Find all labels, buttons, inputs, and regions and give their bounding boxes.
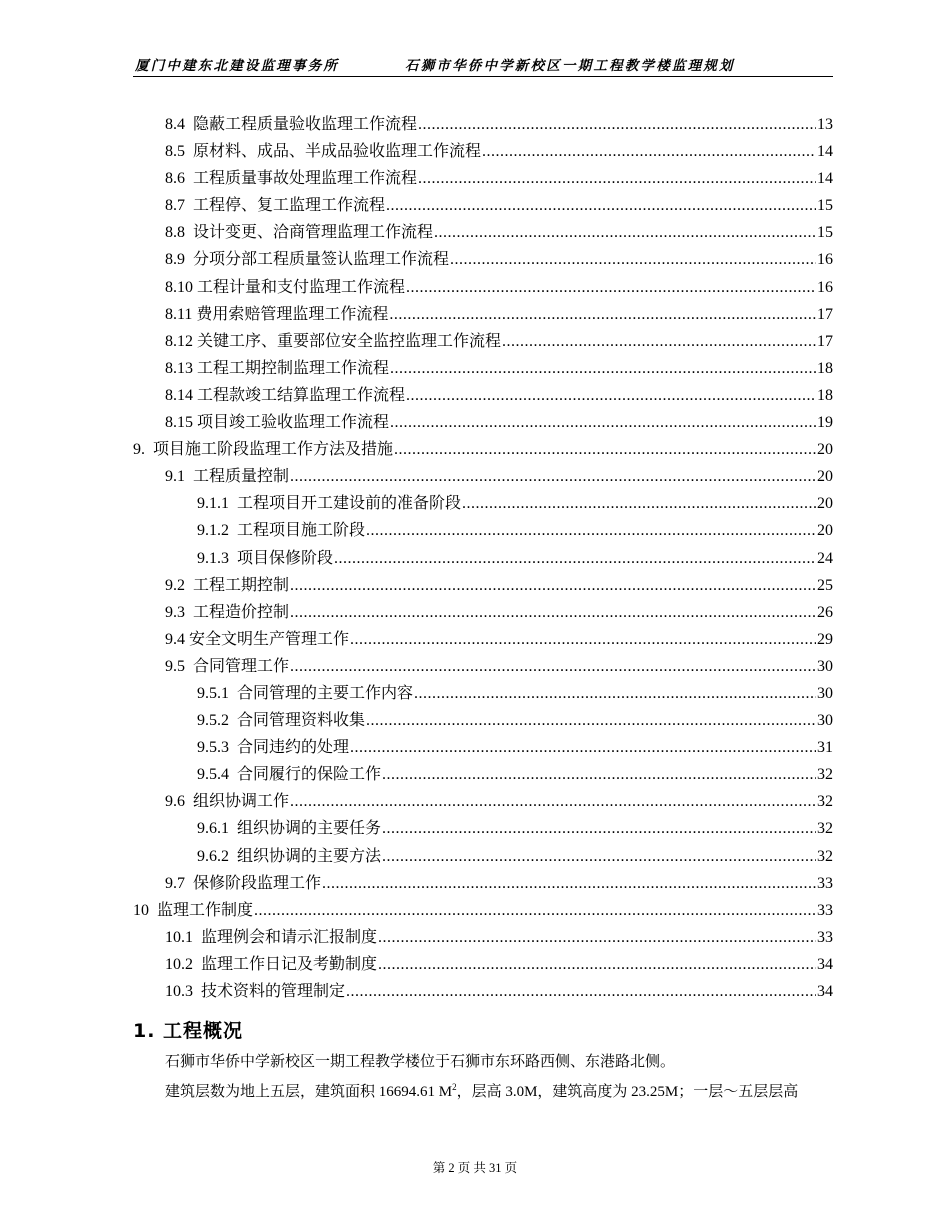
- toc-entry-label: 9.7 保修阶段监理工作: [165, 874, 322, 892]
- toc-leader-dots: [382, 846, 816, 867]
- toc-entry[interactable]: [0, 791, 833, 818]
- toc-entry-label: 8.14 工程款竣工结算监理工作流程: [165, 386, 406, 404]
- toc-entry[interactable]: [0, 249, 833, 276]
- toc-entry[interactable]: [0, 954, 833, 981]
- toc-entry-label: 8.12 关键工序、重要部位安全监控监理工作流程: [165, 332, 502, 350]
- toc-entry[interactable]: [0, 818, 833, 845]
- toc-entry-label: 8.4 隐蔽工程质量验收监理工作流程: [165, 116, 418, 133]
- toc-entry-page: 13: [817, 116, 833, 133]
- toc-entry-label: 8.7 工程停、复工监理工作流程: [165, 197, 386, 215]
- toc-entry-page: 30: [817, 684, 833, 702]
- toc-leader-dots: [406, 385, 816, 406]
- toc-entry[interactable]: [0, 629, 833, 656]
- toc-entry[interactable]: [0, 927, 833, 954]
- toc-entry-label: 8.10 工程计量和支付监理工作流程: [165, 278, 406, 296]
- toc-entry-page: 20: [817, 522, 833, 540]
- toc-entry-label: 10.2 监理工作日记及考勤制度: [165, 955, 378, 973]
- toc-entry-page: 20: [817, 495, 833, 513]
- toc-entry-page: 34: [817, 955, 833, 973]
- toc-entry-label: 9.6.2 组织协调的主要方法: [197, 847, 382, 865]
- toc-entry-page: 26: [817, 603, 833, 621]
- toc-leader-dots: [389, 304, 816, 325]
- toc-entry[interactable]: [0, 277, 833, 304]
- toc-entry[interactable]: [0, 141, 833, 168]
- toc-entry-page: 19: [817, 414, 833, 432]
- toc-leader-dots: [290, 575, 816, 596]
- toc-entry-page: 32: [817, 766, 833, 784]
- toc-leader-dots: [418, 114, 816, 135]
- header-document-title: 石狮市华侨中学新校区一期工程教学楼监理规划: [405, 58, 735, 73]
- toc-entry-label: 10.1 监理例会和请示汇报制度: [165, 928, 378, 946]
- header-company: 厦门中建东北建设监理事务所: [135, 58, 340, 73]
- toc-entry-label: 9.1.3 项目保修阶段: [197, 549, 334, 567]
- toc-entry-page: 20: [817, 468, 833, 486]
- toc-leader-dots: [290, 602, 816, 623]
- toc-entry-page: 30: [817, 712, 833, 730]
- toc-entry[interactable]: [0, 873, 833, 900]
- toc-entry-page: 33: [817, 928, 833, 946]
- toc-leader-dots: [350, 629, 816, 650]
- toc-entry-label: 10 监理工作制度: [133, 901, 254, 919]
- toc-entry-page: 20: [817, 441, 833, 459]
- toc-leader-dots: [382, 764, 816, 785]
- toc-leader-dots: [346, 981, 816, 1002]
- toc-entry[interactable]: [0, 575, 833, 602]
- toc-leader-dots: [390, 358, 816, 379]
- toc-entry[interactable]: [0, 981, 833, 1008]
- toc-leader-dots: [382, 818, 816, 839]
- toc-entry[interactable]: [0, 331, 833, 358]
- toc-entry-page: 33: [817, 874, 833, 892]
- toc-entry-page: 30: [817, 657, 833, 675]
- body-text: 建筑层数为地上五层，建筑面积 16694.61 M: [165, 1084, 453, 1100]
- toc-leader-dots: [406, 277, 816, 298]
- toc-leader-dots: [254, 900, 816, 921]
- toc-entry-page: 24: [817, 549, 833, 567]
- toc-leader-dots: [290, 656, 816, 677]
- toc-entry[interactable]: [0, 114, 833, 141]
- toc-entry-label: 9.6.1 组织协调的主要任务: [197, 820, 382, 838]
- toc-entry[interactable]: [0, 358, 833, 385]
- toc-entry-label: 9.5 合同管理工作: [165, 657, 290, 675]
- toc-entry[interactable]: [0, 710, 833, 737]
- toc-entry[interactable]: [0, 900, 833, 927]
- toc-entry[interactable]: [0, 683, 833, 710]
- toc-entry-label: 9. 项目施工阶段监理工作方法及措施: [133, 441, 394, 459]
- toc-entry-label: 8.6 工程质量事故处理监理工作流程: [165, 170, 418, 188]
- toc-entry-label: 9.5.2 合同管理资料收集: [197, 712, 366, 730]
- toc-entry-page: 31: [817, 739, 833, 757]
- toc-leader-dots: [350, 737, 816, 758]
- toc-entry-page: 16: [817, 278, 833, 296]
- toc-entry-label: 8.8 设计变更、洽商管理监理工作流程: [165, 224, 434, 242]
- toc-leader-dots: [502, 331, 816, 352]
- toc-leader-dots: [482, 141, 816, 162]
- toc-entry-page: 17: [817, 332, 833, 350]
- toc-entry-page: 17: [817, 305, 833, 323]
- toc-entry-label: 9.1.1 工程项目开工建设前的准备阶段: [197, 495, 462, 513]
- toc-leader-dots: [450, 249, 816, 270]
- toc-entry-label: 8.5 原材料、成品、半成品验收监理工作流程: [165, 143, 482, 161]
- toc-entry[interactable]: [0, 602, 833, 629]
- toc-entry-page: 15: [817, 197, 833, 215]
- toc-entry-label: 9.1.2 工程项目施工阶段: [197, 522, 366, 540]
- toc-entry-page: 29: [817, 630, 833, 648]
- table-of-contents: [0, 114, 950, 1008]
- toc-leader-dots: [386, 195, 816, 216]
- toc-entry-page: 18: [817, 386, 833, 404]
- toc-entry-label: 8.15 项目竣工验收监理工作流程: [165, 414, 390, 432]
- toc-entry-page: 14: [817, 143, 833, 161]
- toc-entry[interactable]: [0, 385, 833, 412]
- toc-entry-label: 9.3 工程造价控制: [165, 603, 290, 621]
- toc-entry[interactable]: [0, 195, 833, 222]
- toc-entry-label: 10.3 技术资料的管理制定: [165, 983, 346, 1000]
- toc-leader-dots: [394, 439, 816, 460]
- toc-entry[interactable]: [0, 493, 833, 520]
- toc-entry-page: 15: [817, 224, 833, 242]
- toc-leader-dots: [414, 683, 816, 704]
- toc-leader-dots: [378, 954, 816, 975]
- page-footer: 第 2 页 共 31 页: [432, 1161, 518, 1175]
- toc-leader-dots: [434, 222, 816, 243]
- toc-leader-dots: [366, 520, 816, 541]
- toc-entry-page: 18: [817, 359, 833, 377]
- toc-entry-label: 9.4 安全文明生产管理工作: [165, 630, 350, 648]
- toc-entry[interactable]: [0, 222, 833, 249]
- toc-leader-dots: [290, 791, 816, 812]
- toc-entry-label: 9.1 工程质量控制: [165, 468, 290, 486]
- toc-entry-page: 14: [817, 170, 833, 188]
- toc-entry-page: 33: [817, 901, 833, 919]
- toc-entry[interactable]: [0, 548, 833, 575]
- toc-entry[interactable]: [0, 466, 833, 493]
- toc-entry-label: 9.2 工程工期控制: [165, 576, 290, 594]
- toc-entry-page: 34: [817, 983, 833, 1000]
- toc-entry-label: 9.5.1 合同管理的主要工作内容: [197, 684, 414, 702]
- toc-entry[interactable]: [0, 304, 833, 331]
- body-paragraph: 石狮市华侨中学新校区一期工程教学楼位于石狮市东环路西侧、东港路北侧。: [165, 1054, 676, 1070]
- toc-entry-label: 9.6 组织协调工作: [165, 793, 290, 811]
- toc-leader-dots: [334, 548, 816, 569]
- toc-entry[interactable]: [0, 656, 833, 683]
- toc-entry-label: 9.5.4 合同履行的保险工作: [197, 766, 382, 784]
- toc-entry-page: 32: [817, 820, 833, 838]
- toc-leader-dots: [290, 466, 816, 487]
- toc-entry[interactable]: [0, 520, 833, 547]
- toc-leader-dots: [390, 412, 816, 433]
- toc-entry-page: 32: [817, 793, 833, 811]
- body-paragraph: [165, 1080, 798, 1101]
- toc-entry[interactable]: [0, 168, 833, 195]
- body-text: ，层高 3.0M，建筑高度为 23.25M；一层～五层层高: [456, 1084, 799, 1100]
- page-header: [133, 52, 833, 77]
- toc-entry-label: 8.13 工程工期控制监理工作流程: [165, 359, 390, 377]
- section-heading: 1. 工程概况: [133, 1020, 244, 1042]
- toc-entry-page: 25: [817, 576, 833, 594]
- toc-entry-label: 8.9 分项分部工程质量签认监理工作流程: [165, 251, 450, 269]
- toc-leader-dots: [418, 168, 816, 189]
- toc-leader-dots: [366, 710, 816, 731]
- toc-entry[interactable]: [0, 439, 833, 466]
- superscript: 2: [452, 1082, 457, 1092]
- toc-entry[interactable]: [0, 737, 833, 764]
- toc-entry[interactable]: [0, 412, 833, 439]
- toc-entry-label: 9.5.3 合同违约的处理: [197, 739, 350, 757]
- toc-leader-dots: [462, 493, 816, 514]
- toc-entry-page: 16: [817, 251, 833, 269]
- toc-leader-dots: [378, 927, 816, 948]
- toc-entry[interactable]: [0, 764, 833, 791]
- toc-entry[interactable]: [0, 846, 833, 873]
- toc-leader-dots: [322, 873, 816, 894]
- toc-entry-page: 32: [817, 847, 833, 865]
- toc-entry-label: 8.11 费用索赔管理监理工作流程: [165, 305, 389, 323]
